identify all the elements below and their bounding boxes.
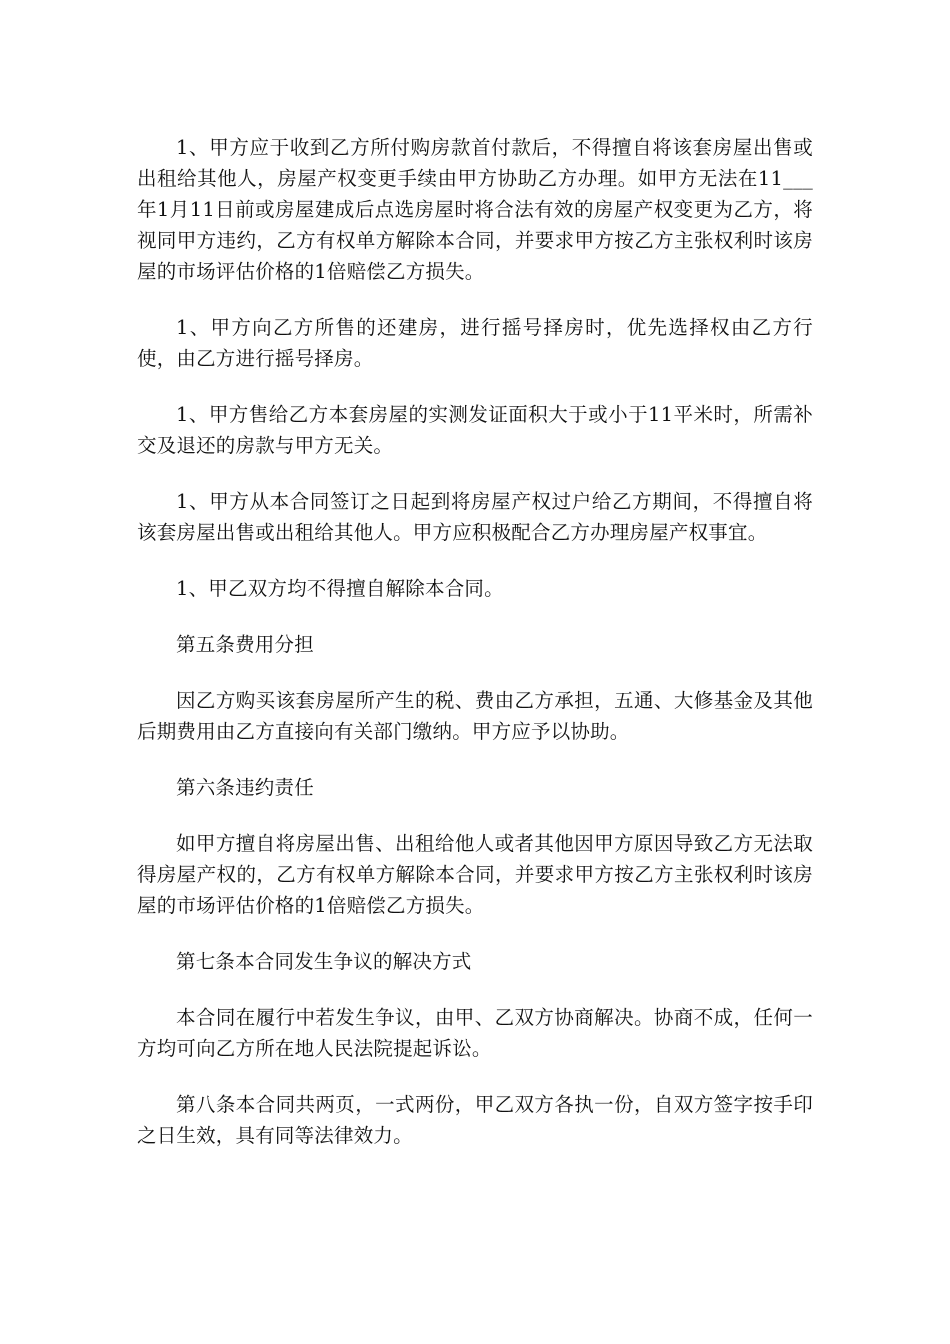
section-heading: 第六条违约责任 [176,776,314,799]
clause-paragraph: 1、甲方向乙方所售的还建房，进行摇号择房时，优先选择权由乙方行使，由乙方进行摇号择房。 [137,316,813,370]
section-heading: 第七条本合同发生争议的解决方式 [176,950,472,973]
clause-paragraph: 1、甲方应于收到乙方所付购房款首付款后，不得擅自将该套房屋出售或出租给其他人，房屋产权变更手续由甲方协助乙方办理。如甲方无法在11___年1月11日前或房屋建成后点选房屋时将合法有效的房屋产权变更为乙方，将视同甲方违约，乙方有权单方解除本合同，并要求甲方按乙方主张权利时该房屋的市场评估价格的1倍赔偿乙方损失。 [137,136,813,283]
clause-paragraph: 1、甲方从本合同签订之日起到将房屋产权过户给乙方期间，不得擅自将该套房屋出售或出租给其他人。甲方应积极配合乙方办理房屋产权事宜。 [137,490,813,544]
section-heading: 第五条费用分担 [176,633,314,656]
document-body [137,132,813,1176]
clause-paragraph: 如甲方擅自将房屋出售、出租给他人或者其他因甲方原因导致乙方无法取得房屋产权的，乙方有权单方解除本合同，并要求甲方按乙方主张权利时该房屋的市场评估价格的1倍赔偿乙方损失。 [137,832,813,917]
clause-paragraph: 本合同在履行中若发生争议，由甲、乙双方协商解决。协商不成，任何一方均可向乙方所在地人民法院提起诉讼。 [137,1006,813,1060]
clause-paragraph: 1、甲乙双方均不得擅自解除本合同。 [176,577,504,600]
clause-paragraph: 1、甲方售给乙方本套房屋的实测发证面积大于或小于11平米时，所需补交及退还的房款与甲方无关。 [137,403,813,457]
clause-paragraph: 第八条本合同共两页，一式两份，甲乙双方各执一份，自双方签字按手印之日生效，具有同等法律效力。 [137,1093,813,1147]
clause-paragraph: 因乙方购买该套房屋所产生的税、费由乙方承担，五通、大修基金及其他后期费用由乙方直接向有关部门缴纳。甲方应予以协助。 [137,689,813,743]
